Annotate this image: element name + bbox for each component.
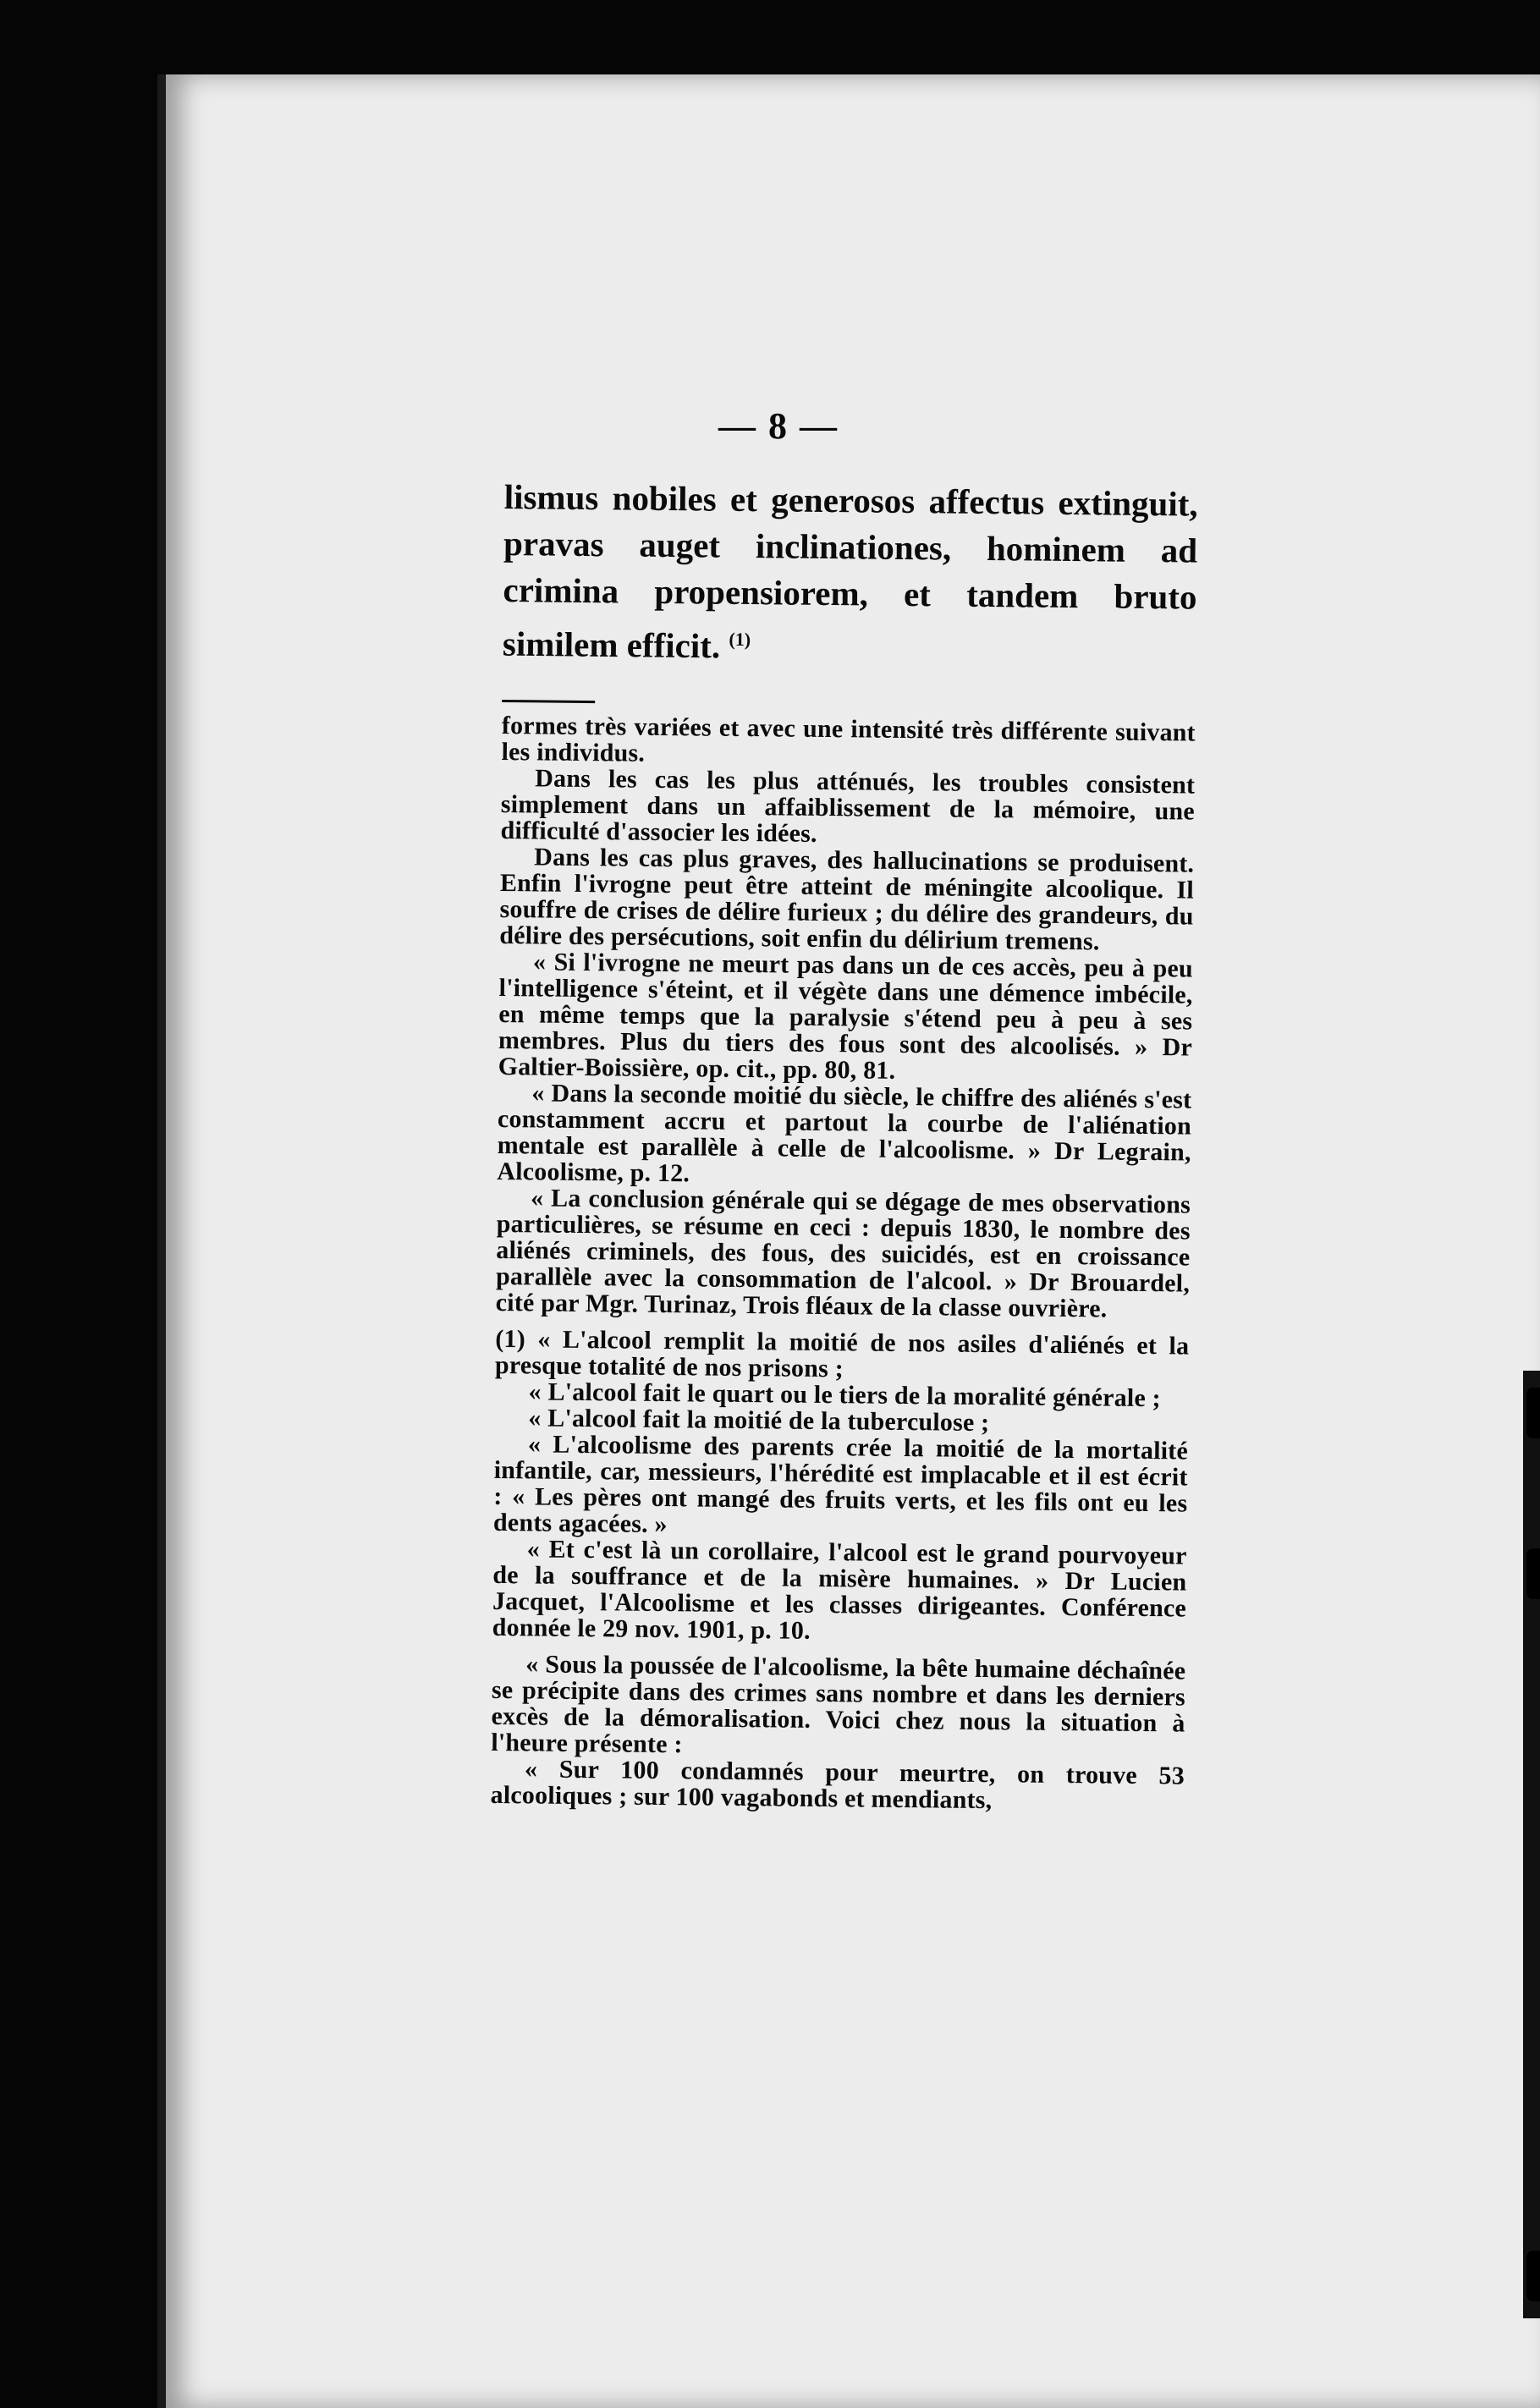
binding-tab [1526,1388,1540,1438]
footnote-paragraph: « Sous la poussée de l'alcoolisme, la bête humaine déchaînée se précipite dans des crimes sans nombre et dans les derniers excès de la démoralisation. Voici chez nous la situation à l'heure présente : [491,1649,1186,1758]
binding-clip [1523,1371,1540,2318]
footnote-paragraph: « La conclusion générale qui se dégage de mes observations particulières, se résume en ceci : depuis 1830, le nombre des aliénés criminels, des fous, des suicidés, est en croissance parallèle avec la consommation de l'alcool. » Dr Brouardel, cité par Mgr. Turinaz, Trois fléaux de la classe ouvrière. [495,1184,1191,1323]
footnote-paragraph: (1) « L'alcool remplit la moitié de nos asiles d'aliénés et la presque totalité de nos prisons ; [494,1324,1190,1383]
footnote-paragraph: « Si l'ivrogne ne meurt pas dans un de ces accès, peu à peu l'intelligence s'éteint, et il végète dans une démence imbécile, en même temps que la paralysie s'étend peu à peu à ses membres. Plus du tiers des fous sont des alcoolisés. » Dr Galtier-Boissière, op. cit., pp. 80, 81. [498,948,1194,1085]
footnote-paragraph: formes très variées et avec une intensité très différente suivant les individus. [501,711,1196,767]
lead-text: lismus nobiles et generosos affectus extinguit, pravas auget inclinationes, hominem ad crimina propensiorem, et tandem bruto similem efficit. [502,476,1198,666]
footnote-paragraph: « L'alcool fait le quart ou le tiers de la moralité générale ; [528,1377,1162,1412]
binding-tab [1526,1548,1540,1599]
footnote-paragraph: « L'alcoolisme des parents crée la moitié de la mortalité infantile, car, messieurs, l'hérédité est implacable et il est écrit : « Les pères ont mangé des fruits verts, et les fils ont eu les dents agacées. » [492,1430,1189,1538]
footnote-rule [502,700,595,703]
footnote-paragraph: « L'alcool fait la moitié de la tuberculose ; [528,1404,990,1437]
lead-paragraph [503,474,1198,674]
footnote-paragraph: « Sur 100 condamnés pour meurtre, on trouve 53 alcooliques ; sur 100 vagabonds et mendiants, [490,1754,1185,1814]
page-number: — 8 — [718,405,839,447]
page-content [490,474,1197,1815]
footnote-marker: (1) [729,628,751,651]
footnotes [490,712,1196,1816]
footnote-paragraph: « Et c'est là un corollaire, l'alcool est le grand pourvoyeur de la souffrance et de la misère humaines. » Dr Lucien Jacquet, l'Alcoolisme et les classes dirigeantes. Conférence donnée le 29 nov. 1901, p. 10. [492,1535,1187,1645]
footnote-paragraph: Dans les cas les plus atténués, les troubles consistent simplement dans un affaiblissement de la mémoire, une difficulté d'associer les idées. [500,764,1196,848]
footnote-paragraph: Dans les cas plus graves, des hallucinations se produisent. Enfin l'ivrogne peut être atteint de méningite alcoolique. Il souffre de crises de délire furieux ; du délire des grandeurs, du délire des persécutions, soit enfin du délirium tremens. [499,843,1195,956]
footnote-paragraph: « Dans la seconde moitié du siècle, le chiffre des aliénés s'est constamment accru et partout la courbe de l'aliénation mentale est parallèle à celle de l'alcoolisme. » Dr Legrain, Alcoolisme, p. 12. [497,1079,1192,1187]
binding-tab [1526,2251,1540,2301]
